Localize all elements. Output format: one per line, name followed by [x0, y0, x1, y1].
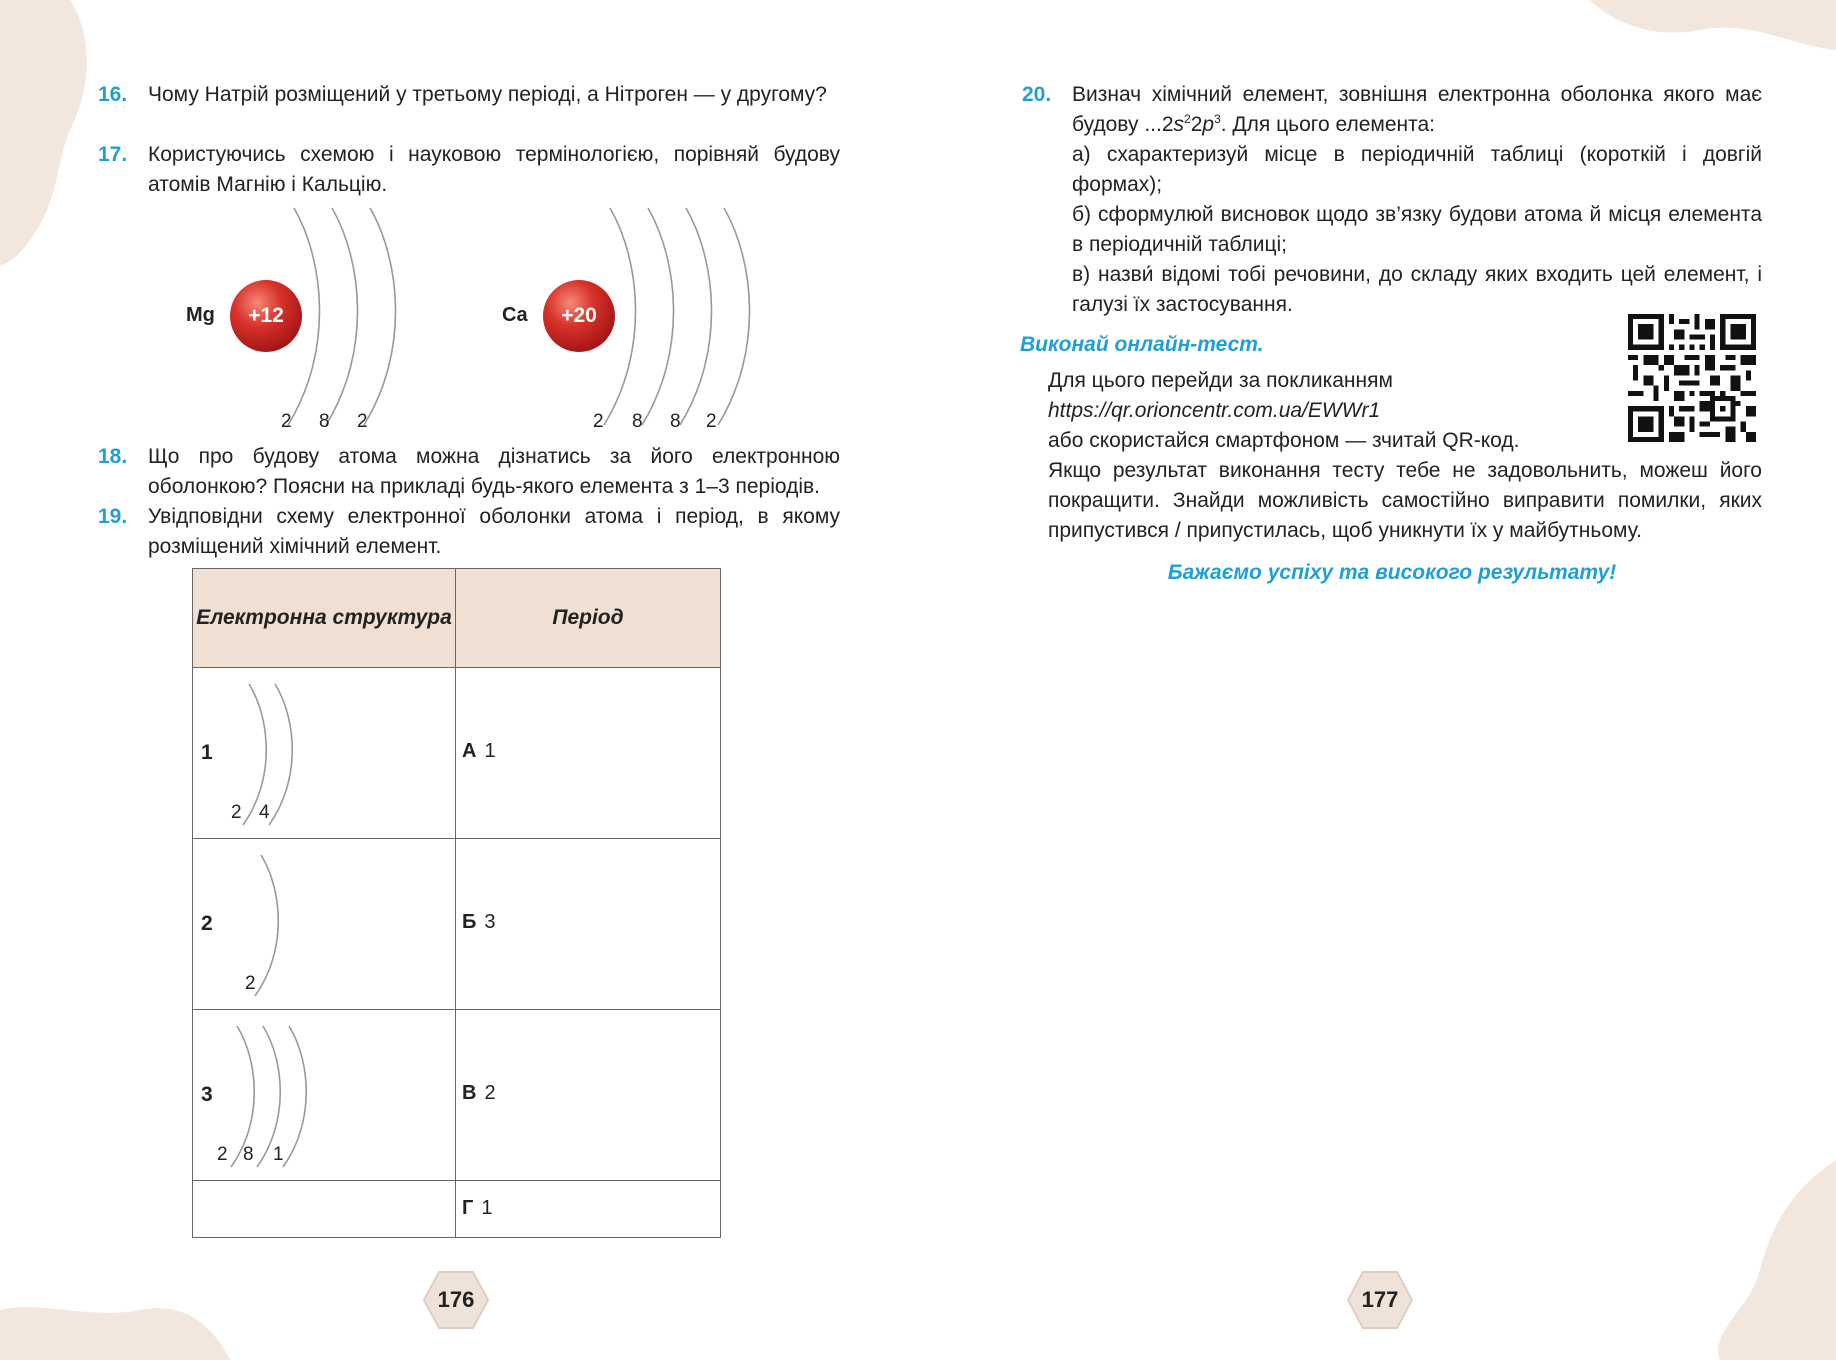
shell-electron-count: 8 [632, 411, 643, 432]
instruction-line: або скористайся смартфоном — зчитай QR-код. [1048, 429, 1520, 452]
nucleus-charge: +20 [561, 304, 597, 327]
table-row [193, 1010, 721, 1181]
shell-electron-count: 8 [319, 411, 330, 432]
table-header-structure: Електронна структура [193, 569, 456, 668]
question-18 [98, 442, 840, 502]
question-number: 18. [98, 445, 128, 468]
table-row [193, 668, 721, 839]
matching-table [192, 568, 721, 1238]
instruction-line: Для цього перейди за покликанням [1048, 369, 1393, 392]
shell-electron-count: 2 [593, 411, 604, 432]
question-number: 16. [98, 83, 128, 106]
table-header-row [193, 569, 721, 668]
electron-shells [241, 680, 301, 830]
online-test-heading: Виконай онлайн-тест. [1020, 333, 1264, 356]
row-label: 3 [201, 1083, 213, 1106]
period-cell [456, 839, 721, 1010]
period-cell [456, 1010, 721, 1181]
answer-letter: В [462, 1082, 477, 1104]
row-label: 1 [201, 741, 213, 764]
shell-electron-count: 2 [281, 411, 292, 432]
answer-letter: Г [462, 1197, 474, 1219]
right-page [918, 0, 1836, 1360]
electron-shells [596, 200, 776, 430]
element-symbol: Ca [502, 304, 528, 326]
question-19 [98, 502, 840, 562]
question-subitem-c: в) назви́ відомі тобі речовини, до складу яких входить цей елемент, і галузі їх застосування. [1072, 263, 1762, 316]
online-test-paragraph: Якщо результат виконання тесту тебе не задовольнить, можеш його покращити. Знайди можливість самостійно виправити помилки, яких припустився / припустилась, щоб уникнути їх у майбутньому. [1048, 459, 1762, 542]
answer-value: 3 [484, 911, 496, 933]
question-text: Чому Натрій розміщений у третьому періоді, а Нітроген — у другому? [148, 83, 827, 106]
question-subitem-a: а) схарактеризуй місце в періодичній таблиці (короткій і довгій формах); [1072, 143, 1762, 196]
question-number: 19. [98, 505, 128, 528]
element-symbol: Mg [186, 304, 215, 326]
answer-letter: Б [462, 911, 477, 933]
table-row [193, 839, 721, 1010]
shell-electron-count: 2 [245, 973, 256, 994]
structure-cell [193, 668, 456, 839]
wish-message: Бажаємо успіху та високого результату! [1167, 561, 1617, 584]
answer-letter: А [462, 740, 477, 762]
answer-option [462, 1197, 492, 1220]
question-number: 17. [98, 143, 128, 166]
shell-electron-count: 2 [357, 411, 368, 432]
answer-value: 1 [484, 740, 496, 762]
period-cell [456, 1181, 721, 1238]
question-text: Визнач хімічний елемент, зовнішня електронна оболонка якого має будову $...2s^22p^3$. Для цього елемента: [1072, 83, 1762, 136]
shell-electron-count: 2 [706, 411, 717, 432]
page-number [422, 1270, 490, 1330]
question-text: Користуючись схемою і науковою термінологією, порівняй будову атомів Магнію і Кальцію. [148, 143, 840, 196]
question-20 [1022, 80, 1762, 320]
structure-cell [193, 1181, 456, 1238]
answer-option [462, 911, 496, 934]
answer-value: 2 [484, 1082, 496, 1104]
question-text: Що про будову атома можна дізнатись за його електронною оболонкою? Поясни на прикладі будь-якого елемента з 1–3 періодів. [148, 445, 840, 498]
row-label: 2 [201, 912, 213, 935]
question-17 [98, 140, 840, 200]
structure-cell [193, 839, 456, 1010]
structure-cell [193, 1010, 456, 1181]
answer-option [462, 1082, 496, 1105]
question-subitem-b: б) сформулюй висновок щодо зв’язку будови атома й місця елемента в періодичній таблиці; [1072, 203, 1762, 256]
nucleus-charge: +12 [248, 304, 284, 327]
question-text: Увідповідни схему електронної оболонки атома і період, в якому розміщений хімічний елемент. [148, 505, 840, 558]
electron-shells [253, 851, 293, 1001]
shell-electron-count: 8 [670, 411, 681, 432]
test-link[interactable]: https://qr.orioncentr.com.ua/EWWr1 [1048, 399, 1381, 422]
question-16 [98, 80, 840, 110]
online-test-instructions [1048, 366, 1548, 456]
period-cell [456, 668, 721, 839]
question-number: 20. [1022, 83, 1052, 106]
shell-electron-count: 4 [259, 802, 270, 823]
table-header-period: Період [456, 569, 721, 668]
shell-electron-count: 2 [231, 802, 242, 823]
answer-value: 1 [481, 1197, 493, 1219]
table-row [193, 1181, 721, 1238]
page-number-text: 177 [1361, 1287, 1399, 1312]
shell-electron-count: 8 [243, 1144, 254, 1165]
page-number [1346, 1270, 1414, 1330]
shell-electron-count: 2 [217, 1144, 228, 1165]
qr-code-icon[interactable] [1628, 314, 1756, 442]
electron-shells [280, 200, 420, 430]
shell-electron-count: 1 [273, 1144, 284, 1165]
page-number-text: 176 [437, 1287, 475, 1312]
answer-option [462, 740, 496, 763]
